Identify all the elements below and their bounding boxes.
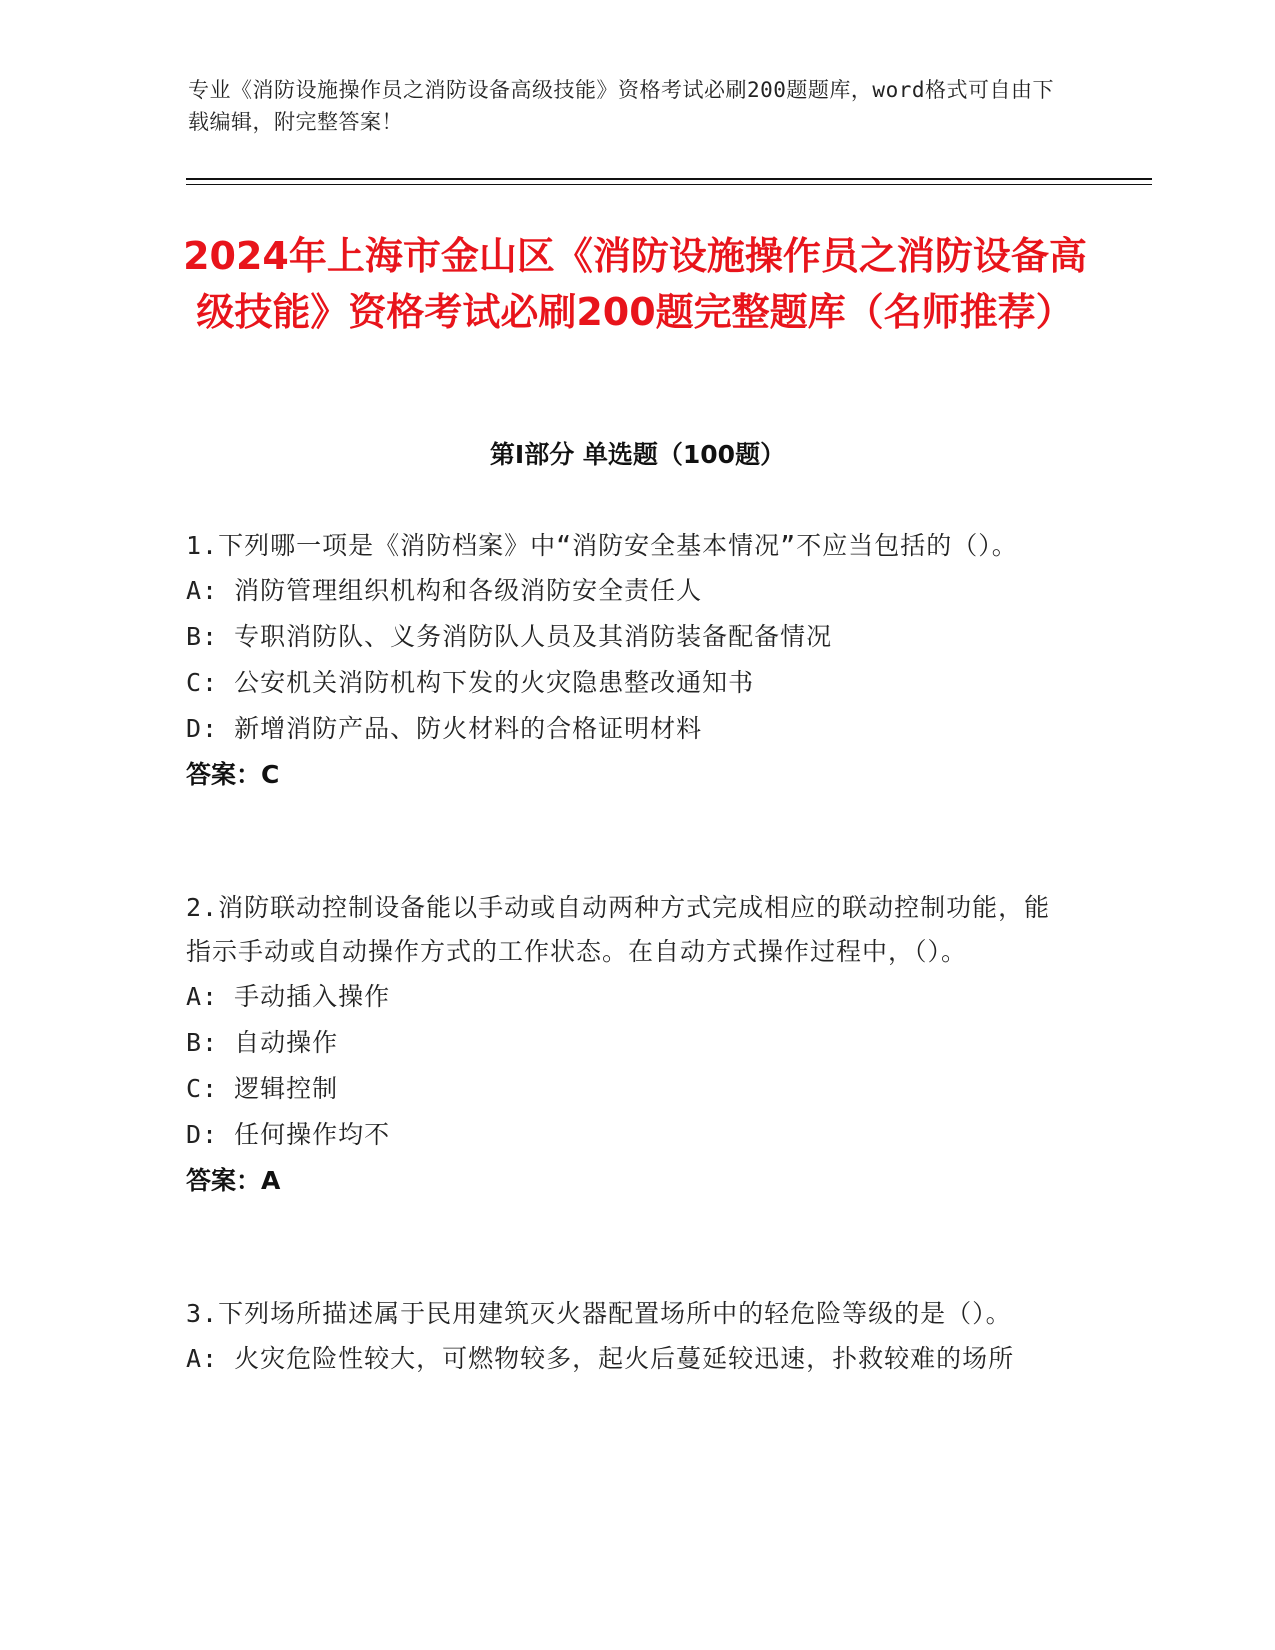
option-a: A: 手动插入操作 [186,982,391,1011]
option-a: A: 消防管理组织机构和各级消防安全责任人 [186,576,703,605]
question-3 [186,1292,1066,1382]
option-b: B: 专职消防队、义务消防队人员及其消防装备配备情况 [186,622,833,651]
option-d: D: 新增消防产品、防火材料的合格证明材料 [186,714,703,743]
header-note: 专业《消防设施操作员之消防设备高级技能》资格考试必刷200题题库，word格式可自由下载编辑，附完整答案！ [188,78,1054,134]
question-1 [186,524,1066,798]
header-divider-thick [186,178,1152,180]
option-a: A: 火灾危险性较大，可燃物较多，起火后蔓延较迅速，扑救较难的场所 [186,1344,1015,1373]
answer: 答案：A [186,1166,281,1195]
section-heading: 第I部分 单选题（100题） [489,440,786,469]
question-stem: 3.下列场所描述属于民用建筑灭火器配置场所中的轻危险等级的是（）。 [186,1299,1012,1328]
question-stem: 2.消防联动控制设备能以手动或自动两种方式完成相应的联动控制功能，能指示手动或自动操作方式的工作状态。在自动方式操作过程中，（）。 [186,893,1051,966]
header-divider-thin [186,184,1152,185]
option-c: C: 公安机关消防机构下发的火灾隐患整改通知书 [186,668,755,697]
question-stem: 1.下列哪一项是《消防档案》中“消防安全基本情况”不应当包括的（）。 [186,531,1018,560]
option-b: B: 自动操作 [186,1028,339,1057]
option-c: C: 逻辑控制 [186,1074,339,1103]
question-2 [186,886,1066,1204]
option-d: D: 任何操作均不 [186,1120,391,1149]
document-title: 2024年上海市金山区《消防设施操作员之消防设备高级技能》资格考试必刷200题完整题库（名师推荐） [183,234,1087,334]
answer: 答案：C [186,760,280,789]
